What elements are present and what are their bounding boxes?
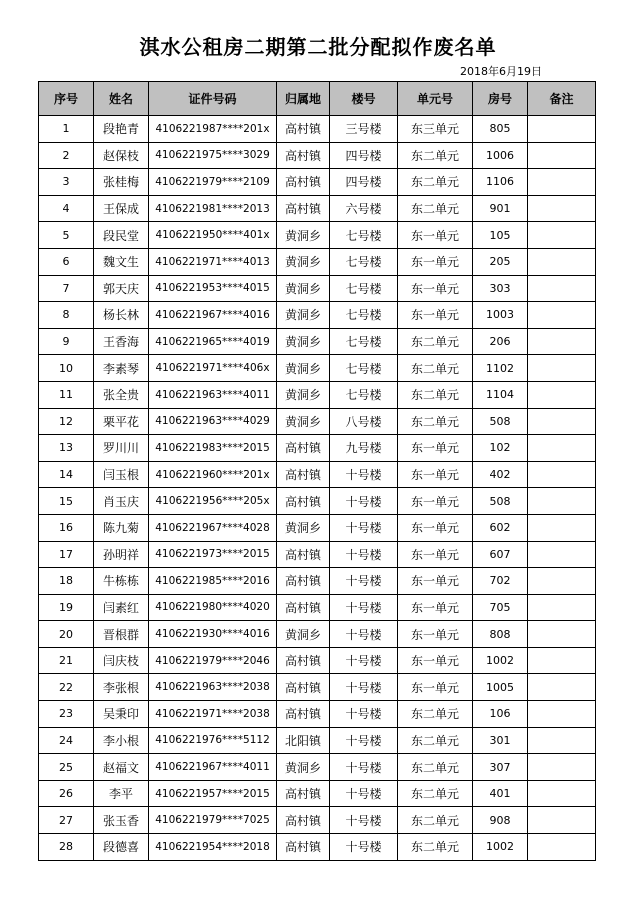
cell-remarks xyxy=(528,169,596,196)
cell-locality: 黄洞乡 xyxy=(277,754,330,781)
cell-building: 十号楼 xyxy=(330,568,398,595)
page-title: 淇水公租房二期第二批分配拟作废名单 xyxy=(139,35,497,59)
cell-id-number: 4106221976****5112 xyxy=(149,727,277,754)
cell-remarks xyxy=(528,594,596,621)
cell-building: 七号楼 xyxy=(330,248,398,275)
cell-room: 1002 xyxy=(473,647,528,674)
cell-building: 七号楼 xyxy=(330,275,398,302)
cell-id-number: 4106221973****2015 xyxy=(149,541,277,568)
cell-seq: 5 xyxy=(39,222,94,249)
cell-locality: 高村镇 xyxy=(277,169,330,196)
table-row xyxy=(39,408,596,435)
cell-id-number: 4106221954****2018 xyxy=(149,834,277,861)
header-id-number: 证件号码 xyxy=(149,82,277,116)
cell-remarks xyxy=(528,461,596,488)
cell-id-number: 4106221957****2015 xyxy=(149,780,277,807)
cell-name: 栗平花 xyxy=(94,408,149,435)
cell-name: 闫素红 xyxy=(94,594,149,621)
table-row xyxy=(39,195,596,222)
cell-id-number: 4106221953****4015 xyxy=(149,275,277,302)
cell-id-number: 4106221963****4011 xyxy=(149,381,277,408)
cell-name: 晋根群 xyxy=(94,621,149,648)
document-date: 2018年6月19日 xyxy=(460,65,542,78)
table-row xyxy=(39,780,596,807)
cell-name: 张桂梅 xyxy=(94,169,149,196)
cell-name: 魏文生 xyxy=(94,248,149,275)
cell-id-number: 4106221987****201x xyxy=(149,116,277,143)
cell-building: 七号楼 xyxy=(330,355,398,382)
cell-locality: 高村镇 xyxy=(277,780,330,807)
cell-building: 十号楼 xyxy=(330,488,398,515)
cell-seq: 16 xyxy=(39,514,94,541)
cell-locality: 黄洞乡 xyxy=(277,621,330,648)
cell-name: 赵福文 xyxy=(94,754,149,781)
cell-unit: 东一单元 xyxy=(398,674,473,701)
table-row xyxy=(39,647,596,674)
cell-id-number: 4106221971****2038 xyxy=(149,701,277,728)
header-name: 姓名 xyxy=(94,82,149,116)
cell-room: 607 xyxy=(473,541,528,568)
cell-unit: 东二单元 xyxy=(398,142,473,169)
cell-unit: 东一单元 xyxy=(398,514,473,541)
cell-room: 1005 xyxy=(473,674,528,701)
cell-seq: 15 xyxy=(39,488,94,515)
cell-name: 张全贵 xyxy=(94,381,149,408)
cell-room: 1104 xyxy=(473,381,528,408)
cell-unit: 东二单元 xyxy=(398,328,473,355)
table-row xyxy=(39,568,596,595)
cell-locality: 黄洞乡 xyxy=(277,248,330,275)
cell-locality: 黄洞乡 xyxy=(277,275,330,302)
cell-unit: 东二单元 xyxy=(398,834,473,861)
cell-id-number: 4106221967****4028 xyxy=(149,514,277,541)
cell-building: 十号楼 xyxy=(330,594,398,621)
table-row xyxy=(39,674,596,701)
cell-building: 七号楼 xyxy=(330,302,398,329)
cell-seq: 4 xyxy=(39,195,94,222)
cell-remarks xyxy=(528,116,596,143)
cell-room: 705 xyxy=(473,594,528,621)
cell-building: 四号楼 xyxy=(330,142,398,169)
cell-building: 十号楼 xyxy=(330,807,398,834)
cell-id-number: 4106221967****4016 xyxy=(149,302,277,329)
cell-name: 杨长林 xyxy=(94,302,149,329)
table-row xyxy=(39,435,596,462)
cell-seq: 27 xyxy=(39,807,94,834)
table-row xyxy=(39,302,596,329)
table-row xyxy=(39,621,596,648)
cell-building: 十号楼 xyxy=(330,780,398,807)
table-row xyxy=(39,461,596,488)
cell-locality: 高村镇 xyxy=(277,461,330,488)
table-row xyxy=(39,488,596,515)
table-row xyxy=(39,807,596,834)
cell-remarks xyxy=(528,302,596,329)
cell-id-number: 4106221981****2013 xyxy=(149,195,277,222)
cell-room: 1002 xyxy=(473,834,528,861)
cell-remarks xyxy=(528,222,596,249)
cell-remarks xyxy=(528,275,596,302)
table-row xyxy=(39,514,596,541)
cell-remarks xyxy=(528,488,596,515)
cell-unit: 东二单元 xyxy=(398,195,473,222)
cell-remarks xyxy=(528,647,596,674)
cell-name: 吴秉印 xyxy=(94,701,149,728)
cell-id-number: 4106221971****406x xyxy=(149,355,277,382)
cell-locality: 高村镇 xyxy=(277,116,330,143)
cell-remarks xyxy=(528,701,596,728)
cell-locality: 高村镇 xyxy=(277,195,330,222)
cell-seq: 25 xyxy=(39,754,94,781)
cell-id-number: 4106221967****4011 xyxy=(149,754,277,781)
cell-name: 张玉香 xyxy=(94,807,149,834)
header-room: 房号 xyxy=(473,82,528,116)
cell-name: 郭天庆 xyxy=(94,275,149,302)
table-row xyxy=(39,222,596,249)
cell-name: 陈九菊 xyxy=(94,514,149,541)
cell-locality: 高村镇 xyxy=(277,701,330,728)
cell-remarks xyxy=(528,541,596,568)
cell-id-number: 4106221983****2015 xyxy=(149,435,277,462)
cell-id-number: 4106221950****401x xyxy=(149,222,277,249)
cell-locality: 黄洞乡 xyxy=(277,222,330,249)
cell-seq: 2 xyxy=(39,142,94,169)
cell-name: 王香海 xyxy=(94,328,149,355)
cell-id-number: 4106221971****4013 xyxy=(149,248,277,275)
cell-building: 三号楼 xyxy=(330,116,398,143)
cell-building: 六号楼 xyxy=(330,195,398,222)
cell-remarks xyxy=(528,195,596,222)
table-row xyxy=(39,328,596,355)
cell-seq: 18 xyxy=(39,568,94,595)
cell-room: 102 xyxy=(473,435,528,462)
cell-locality: 高村镇 xyxy=(277,142,330,169)
cell-seq: 24 xyxy=(39,727,94,754)
cell-name: 段民堂 xyxy=(94,222,149,249)
table-row xyxy=(39,355,596,382)
cell-unit: 东二单元 xyxy=(398,727,473,754)
cell-building: 十号楼 xyxy=(330,647,398,674)
cell-id-number: 4106221963****4029 xyxy=(149,408,277,435)
cell-locality: 高村镇 xyxy=(277,435,330,462)
cell-name: 闫庆枝 xyxy=(94,647,149,674)
cell-room: 303 xyxy=(473,275,528,302)
cell-room: 602 xyxy=(473,514,528,541)
cell-name: 王保成 xyxy=(94,195,149,222)
cell-name: 闫玉根 xyxy=(94,461,149,488)
cell-remarks xyxy=(528,514,596,541)
cell-remarks xyxy=(528,328,596,355)
cell-unit: 东一单元 xyxy=(398,275,473,302)
cell-locality: 黄洞乡 xyxy=(277,408,330,435)
cell-seq: 11 xyxy=(39,381,94,408)
cell-unit: 东三单元 xyxy=(398,116,473,143)
cell-room: 1006 xyxy=(473,142,528,169)
table-row xyxy=(39,594,596,621)
cell-id-number: 4106221979****2046 xyxy=(149,647,277,674)
table-header-row xyxy=(39,82,596,116)
cell-seq: 6 xyxy=(39,248,94,275)
table-row xyxy=(39,116,596,143)
cell-seq: 13 xyxy=(39,435,94,462)
cell-room: 508 xyxy=(473,488,528,515)
cell-building: 七号楼 xyxy=(330,328,398,355)
cell-unit: 东一单元 xyxy=(398,435,473,462)
cell-room: 1102 xyxy=(473,355,528,382)
cell-seq: 9 xyxy=(39,328,94,355)
cell-id-number: 4106221985****2016 xyxy=(149,568,277,595)
cell-building: 十号楼 xyxy=(330,701,398,728)
cell-remarks xyxy=(528,834,596,861)
cell-remarks xyxy=(528,248,596,275)
cell-unit: 东一单元 xyxy=(398,302,473,329)
cell-remarks xyxy=(528,381,596,408)
cell-seq: 17 xyxy=(39,541,94,568)
cell-seq: 3 xyxy=(39,169,94,196)
cell-unit: 东一单元 xyxy=(398,568,473,595)
cell-name: 罗川川 xyxy=(94,435,149,462)
cell-building: 七号楼 xyxy=(330,381,398,408)
cell-unit: 东一单元 xyxy=(398,461,473,488)
cell-locality: 高村镇 xyxy=(277,834,330,861)
cell-unit: 东二单元 xyxy=(398,754,473,781)
cell-seq: 8 xyxy=(39,302,94,329)
cell-seq: 23 xyxy=(39,701,94,728)
cell-locality: 高村镇 xyxy=(277,647,330,674)
cell-building: 十号楼 xyxy=(330,674,398,701)
cell-locality: 黄洞乡 xyxy=(277,302,330,329)
cell-unit: 东一单元 xyxy=(398,222,473,249)
table-row xyxy=(39,701,596,728)
cell-building: 七号楼 xyxy=(330,222,398,249)
table-row xyxy=(39,275,596,302)
cell-building: 十号楼 xyxy=(330,514,398,541)
cell-seq: 19 xyxy=(39,594,94,621)
cell-room: 805 xyxy=(473,116,528,143)
cell-room: 908 xyxy=(473,807,528,834)
cell-room: 1106 xyxy=(473,169,528,196)
cell-name: 段德喜 xyxy=(94,834,149,861)
cell-locality: 高村镇 xyxy=(277,541,330,568)
cell-room: 402 xyxy=(473,461,528,488)
cell-unit: 东一单元 xyxy=(398,541,473,568)
table-row xyxy=(39,248,596,275)
cell-locality: 黄洞乡 xyxy=(277,328,330,355)
cell-name: 牛栋栋 xyxy=(94,568,149,595)
cell-name: 李小根 xyxy=(94,727,149,754)
cell-id-number: 4106221979****7025 xyxy=(149,807,277,834)
cell-name: 李平 xyxy=(94,780,149,807)
cell-room: 205 xyxy=(473,248,528,275)
cell-seq: 20 xyxy=(39,621,94,648)
cell-name: 肖玉庆 xyxy=(94,488,149,515)
cell-seq: 12 xyxy=(39,408,94,435)
cell-unit: 东二单元 xyxy=(398,169,473,196)
cell-unit: 东一单元 xyxy=(398,647,473,674)
cell-remarks xyxy=(528,568,596,595)
cell-remarks xyxy=(528,807,596,834)
cell-unit: 东一单元 xyxy=(398,594,473,621)
cell-room: 1003 xyxy=(473,302,528,329)
cell-building: 十号楼 xyxy=(330,834,398,861)
cell-unit: 东二单元 xyxy=(398,807,473,834)
table-row xyxy=(39,834,596,861)
cell-remarks xyxy=(528,435,596,462)
cell-room: 901 xyxy=(473,195,528,222)
cell-room: 106 xyxy=(473,701,528,728)
cell-building: 十号楼 xyxy=(330,727,398,754)
cell-remarks xyxy=(528,621,596,648)
cell-id-number: 4106221975****3029 xyxy=(149,142,277,169)
cell-seq: 1 xyxy=(39,116,94,143)
cell-room: 702 xyxy=(473,568,528,595)
cell-room: 206 xyxy=(473,328,528,355)
cell-name: 孙明祥 xyxy=(94,541,149,568)
cell-unit: 东二单元 xyxy=(398,408,473,435)
cell-unit: 东二单元 xyxy=(398,381,473,408)
table-row xyxy=(39,754,596,781)
cell-building: 十号楼 xyxy=(330,541,398,568)
cell-seq: 28 xyxy=(39,834,94,861)
cell-building: 十号楼 xyxy=(330,621,398,648)
cell-unit: 东二单元 xyxy=(398,355,473,382)
cell-locality: 高村镇 xyxy=(277,674,330,701)
cell-locality: 黄洞乡 xyxy=(277,381,330,408)
cell-id-number: 4106221980****4020 xyxy=(149,594,277,621)
cell-remarks xyxy=(528,355,596,382)
cell-room: 301 xyxy=(473,727,528,754)
cell-building: 十号楼 xyxy=(330,754,398,781)
header-unit: 单元号 xyxy=(398,82,473,116)
table-row xyxy=(39,541,596,568)
cell-room: 105 xyxy=(473,222,528,249)
header-seq: 序号 xyxy=(39,82,94,116)
cell-remarks xyxy=(528,674,596,701)
cell-room: 508 xyxy=(473,408,528,435)
cell-seq: 7 xyxy=(39,275,94,302)
cell-locality: 北阳镇 xyxy=(277,727,330,754)
cell-name: 赵保枝 xyxy=(94,142,149,169)
cell-name: 李素琴 xyxy=(94,355,149,382)
cell-id-number: 4106221963****2038 xyxy=(149,674,277,701)
cell-name: 李张根 xyxy=(94,674,149,701)
cell-remarks xyxy=(528,142,596,169)
cell-seq: 14 xyxy=(39,461,94,488)
header-remarks: 备注 xyxy=(528,82,596,116)
header-locality: 归属地 xyxy=(277,82,330,116)
allocation-table xyxy=(38,81,596,861)
table-row xyxy=(39,142,596,169)
cell-seq: 22 xyxy=(39,674,94,701)
cell-seq: 21 xyxy=(39,647,94,674)
cell-name: 段艳青 xyxy=(94,116,149,143)
cell-unit: 东一单元 xyxy=(398,488,473,515)
cell-id-number: 4106221930****4016 xyxy=(149,621,277,648)
cell-unit: 东二单元 xyxy=(398,780,473,807)
cell-seq: 10 xyxy=(39,355,94,382)
cell-locality: 黄洞乡 xyxy=(277,514,330,541)
cell-locality: 黄洞乡 xyxy=(277,355,330,382)
header-building: 楼号 xyxy=(330,82,398,116)
cell-seq: 26 xyxy=(39,780,94,807)
cell-remarks xyxy=(528,754,596,781)
cell-locality: 高村镇 xyxy=(277,594,330,621)
cell-id-number: 4106221979****2109 xyxy=(149,169,277,196)
cell-room: 307 xyxy=(473,754,528,781)
cell-room: 401 xyxy=(473,780,528,807)
table-row xyxy=(39,169,596,196)
cell-id-number: 4106221956****205x xyxy=(149,488,277,515)
cell-unit: 东一单元 xyxy=(398,621,473,648)
cell-remarks xyxy=(528,780,596,807)
cell-unit: 东二单元 xyxy=(398,701,473,728)
cell-remarks xyxy=(528,408,596,435)
cell-id-number: 4106221965****4019 xyxy=(149,328,277,355)
cell-building: 八号楼 xyxy=(330,408,398,435)
cell-locality: 高村镇 xyxy=(277,568,330,595)
cell-room: 808 xyxy=(473,621,528,648)
table-body xyxy=(39,116,596,861)
cell-remarks xyxy=(528,727,596,754)
cell-locality: 高村镇 xyxy=(277,807,330,834)
cell-unit: 东一单元 xyxy=(398,248,473,275)
cell-building: 四号楼 xyxy=(330,169,398,196)
cell-locality: 高村镇 xyxy=(277,488,330,515)
table-row xyxy=(39,727,596,754)
cell-building: 十号楼 xyxy=(330,461,398,488)
table-row xyxy=(39,381,596,408)
cell-building: 九号楼 xyxy=(330,435,398,462)
cell-id-number: 4106221960****201x xyxy=(149,461,277,488)
